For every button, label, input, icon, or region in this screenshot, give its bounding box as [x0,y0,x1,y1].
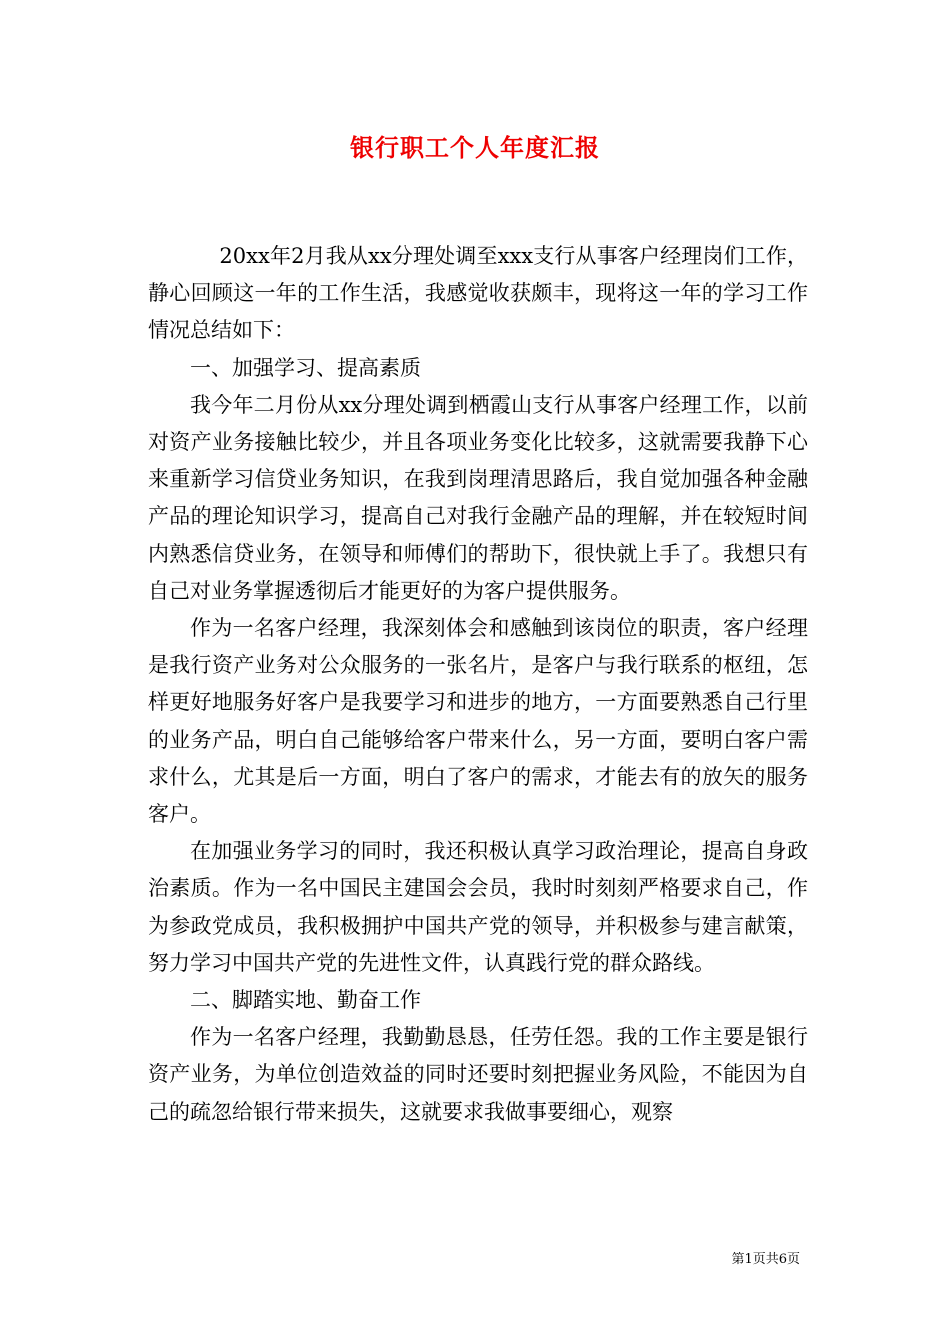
section-heading-1: 一、加强学习、提高素质 [190,355,421,380]
section-heading-2: 二、脚踏实地、勤奋工作 [190,988,421,1013]
document-title: 银行职工个人年度汇报 [350,133,600,162]
paragraph: 作为一名客户经理，我深刻体会和感触到该岗位的职责，客户经理是我行资产业务对公众服务的一张名片，是客户与我行联系的枢纽，怎样更好地服务好客户是我要学习和进步的地方，一方面要熟悉自己行里的业务产品，明白自己能够给客户带来什么，另一方面，要明白客户需求什么，尤其是后一方面，明白了客户的需求，才能去有的放矢的服务客户。 [148,616,808,827]
paragraph: 在加强业务学习的同时，我还积极认真学习政治理论，提高自身政治素质。作为一名中国民主建国会会员，我时时刻刻严格要求自己，作为参政党成员，我积极拥护中国共产党的领导，并积极参与建言献策，努力学习中国共产党的先进性文件，认真践行党的群众路线。 [148,839,808,975]
page-number: 第1页共6页 [731,1252,800,1267]
paragraph: 作为一名客户经理，我勤勤恳恳，任劳任怨。我的工作主要是银行资产业务，为单位创造效益的同时还要时刻把握业务风险，不能因为自己的疏忽给银行带来损失，这就要求我做事要细心，观察 [148,1025,808,1124]
document-body [148,238,808,1131]
paragraph: 我今年二月份从xx分理处调到栖霞山支行从事客户经理工作，以前对资产业务接触比较少，并且各项业务变化比较多，这就需要我静下心来重新学习信贷业务知识，在我到岗理清思路后，我自觉加强各种金融产品的理论知识学习，提高自己对我行金融产品的理解，并在较短时间内熟悉信贷业务，在领导和师傅们的帮助下，很快就上手了。我想只有自己对业务掌握透彻后才能更好的为客户提供服务。 [148,392,808,603]
paragraph-intro: 20xx年2月我从xx分理处调至xxx支行从事客户经理岗们工作，静心回顾这一年的工作生活，我感觉收获颇丰，现将这一年的学习工作情况总结如下： [148,244,808,343]
